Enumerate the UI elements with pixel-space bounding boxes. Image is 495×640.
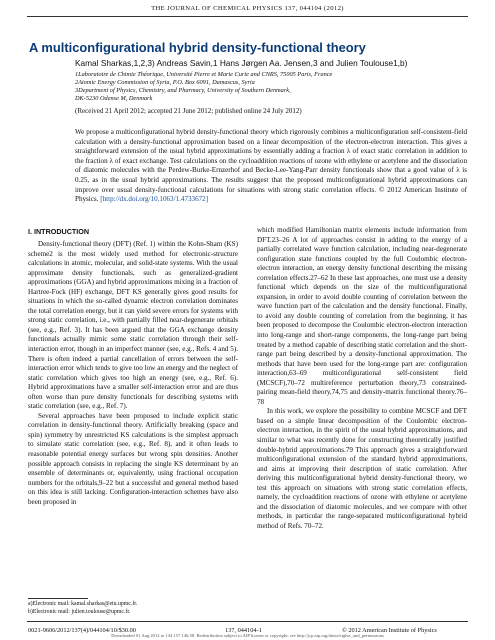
section-heading: I. INTRODUCTION xyxy=(28,227,90,236)
author-list: Kamal Sharkas,1,2,3) Andreas Savin,1 Hans Jørgen Aa. Jensen,3 and Julien Toulouse1,b) xyxy=(75,58,408,68)
paragraph: Several approaches have been proposed to include explicit static correlation in density-functional theory. Artificially breaking (space and spin) symmetry by unrestricted KS calculations is the simplest approach to simulate static correlation (see, e.g., Ref. 8), and it often leads to reasonable potential energy surfaces but wrong spin densities. Another possible approach consists in replacing the single KS determinant by an ensemble of determinants or, equivalently, using fractional occupation numbers for the orbitals,9–22 but a successful and general method based on this idea is still lacking. Configuration-interaction schemes have also been proposed in xyxy=(28,411,238,506)
footer-copyright: © 2012 American Institute of Physics xyxy=(342,627,437,634)
affiliation-2: 2Atomic Energy Commission of Syria, P.O. Box 6091, Damascus, Syria xyxy=(75,79,255,86)
abstract-text: We propose a multiconfigurational hybrid density-functional theory which rigorously combines a multiconfiguration self-consistent-field calculation with a density-functional approximation based on a linear decomposition of the electron-electron interaction. This gives a straightforward extension of the usual hybrid approximations by essentially adding a fraction λ of exact static correlation in addition to the fraction λ of exact exchange. Test calculations on the cycloaddition reactions of ozone with ethylene or acetylene and the dissociation of diatomic molecules with the Perdew-Burke-Ernzerhof and Becke-Lee-Yang-Parr density functionals show that a good value of λ is 0.25, as in the usual hybrid approximations. The results suggest that the proposed multiconfigurational hybrid approximations can improve over usual density-functional calculations for situations with strong static correlation effects. xyxy=(75,128,467,194)
page-number: 137, 044104-1 xyxy=(225,627,262,634)
journal-header: THE JOURNAL OF CHEMICAL PHYSICS 137, 044104 (2012) xyxy=(151,5,344,12)
received-dates: (Received 21 April 2012; accepted 21 June 2012; published online 24 July 2012) xyxy=(75,107,302,115)
paragraph: Density-functional theory (DFT) (Ref. 1) within the Kohn-Sham (KS) scheme2 is the most widely used method for electronic-structure calculations in atomic, molecular, and solid-state systems. With the usual approximate density functionals, such as generalized-gradient approximations (GGA) and hybrid approximations mixing in a fraction of Hartree-Fock (HF) exchange, DFT KS generally gives good results for situations in which the so-called dynamic electron correlation dominates the total correlation energy, but it can yield severe errors for systems with strong static correlation, i.e., with partially filled near-degenerate orbitals (see, e.g., Ref. 3). It has been argued that the GGA exchange density functionals actually mimic some static correlation through their self-interaction error, though in an imperfect manner (see, e.g., Refs. 4 and 5). There is often indeed a partial cancellation of errors between the self-interaction error which tends to give too low an energy and the neglect of static correlation which gives too high an energy (see, e.g., Ref. 6). Hybrid approximations have a smaller self-interaction error and are thus often worse than pure density functionals for describing systems with static correlation (see, e.g., Ref. 7). xyxy=(28,240,238,411)
affiliation-1: 1Laboratoire de Chimie Théorique, Université Pierre et Marie Curie and CNRS, 75005 Paris, France xyxy=(75,71,333,78)
footer-code: 0021-9606/2012/137(4)/044104/10/$30.00 xyxy=(28,627,136,634)
abstract xyxy=(75,128,467,205)
left-column xyxy=(28,240,238,507)
header-rule xyxy=(27,16,468,17)
paragraph: which modified Hamiltonian matrix elements include information from DFT.23–26 A lot of approaches consist in adding to the energy of a partially correlated wave function calculation, including near-degenerate configuration state functions coupled by the full Coulombic electron-electron interaction, an energy density functional describing the missing correlation effects.27–62 In these last approaches, one must use a density functional which depends on the size of the multiconfigurational expansion, in order to avoid double counting of correlation between the wave function part of the calculation and the density functional. Finally, to avoid any double counting of correlation from the beginning, it has been proposed to decompose the Coulombic electron-electron interaction into long-range and short-range components, the long-range part being treated by a method capable of describing static correlation and the short-range part being described by a density-functional approximation. The methods that have been used for the long-range part are: configuration interaction,63–69 multiconfigurational self-consistent field (MCSCF),70–72 multireference perturbation theory,73 constrained-pairing mean-field theory,74,75 and density-matrix functional theory.76–78 xyxy=(257,226,467,406)
doi-link[interactable]: [http://dx.doi.org/10.1063/1.4733672] xyxy=(100,195,209,204)
footnote-a: a)Electronic mail: kamal.sharkas@etu.upmc.fr. xyxy=(28,601,138,607)
footer-rule xyxy=(27,621,468,622)
copyright-notice: © 2012 American Institute of Physics. xyxy=(75,185,467,204)
footnote-b: b)Electronic mail: julien.toulouse@upmc.fr. xyxy=(28,609,131,615)
footnote-rule xyxy=(28,598,88,599)
affiliation-3: 3Department of Physics, Chemistry, and Pharmacy, University of Southern Denmark, xyxy=(75,87,291,94)
right-column xyxy=(257,226,467,532)
download-notice: Downloaded 01 Aug 2012 to 134.157.146.58. Redistribution subject to AIP license or copyright; see http://jcp.aip.org/about/rights_and_permissions xyxy=(111,633,384,638)
affiliation-4: DK-5230 Odense M, Denmark xyxy=(75,95,153,102)
paper-title: A multiconfigurational hybrid density-functional theory xyxy=(29,40,366,55)
paragraph: In this work, we explore the possibility to combine MCSCF and DFT based on a simple linear decomposition of the Coulombic electron-electron interaction, in the spirit of the usual hybrid approximations, and similar to what was recently done for constructing theoretically justified double-hybrid approximations.79 This approach gives a straightforward multiconfigurational extension of the standard hybrid approximations, and aims at improving their description of static correlation. After deriving this multiconfigurational hybrid density-functional theory, we test this approach on situations with strong static correlation effects, namely, the cycloaddition reactions of ozone with ethylene or acetylene and the dissociation of diatomic molecules, and we compare with other methods, in particular the range-separated multiconfigurational hybrid method of Refs. 70–72. xyxy=(257,407,467,530)
